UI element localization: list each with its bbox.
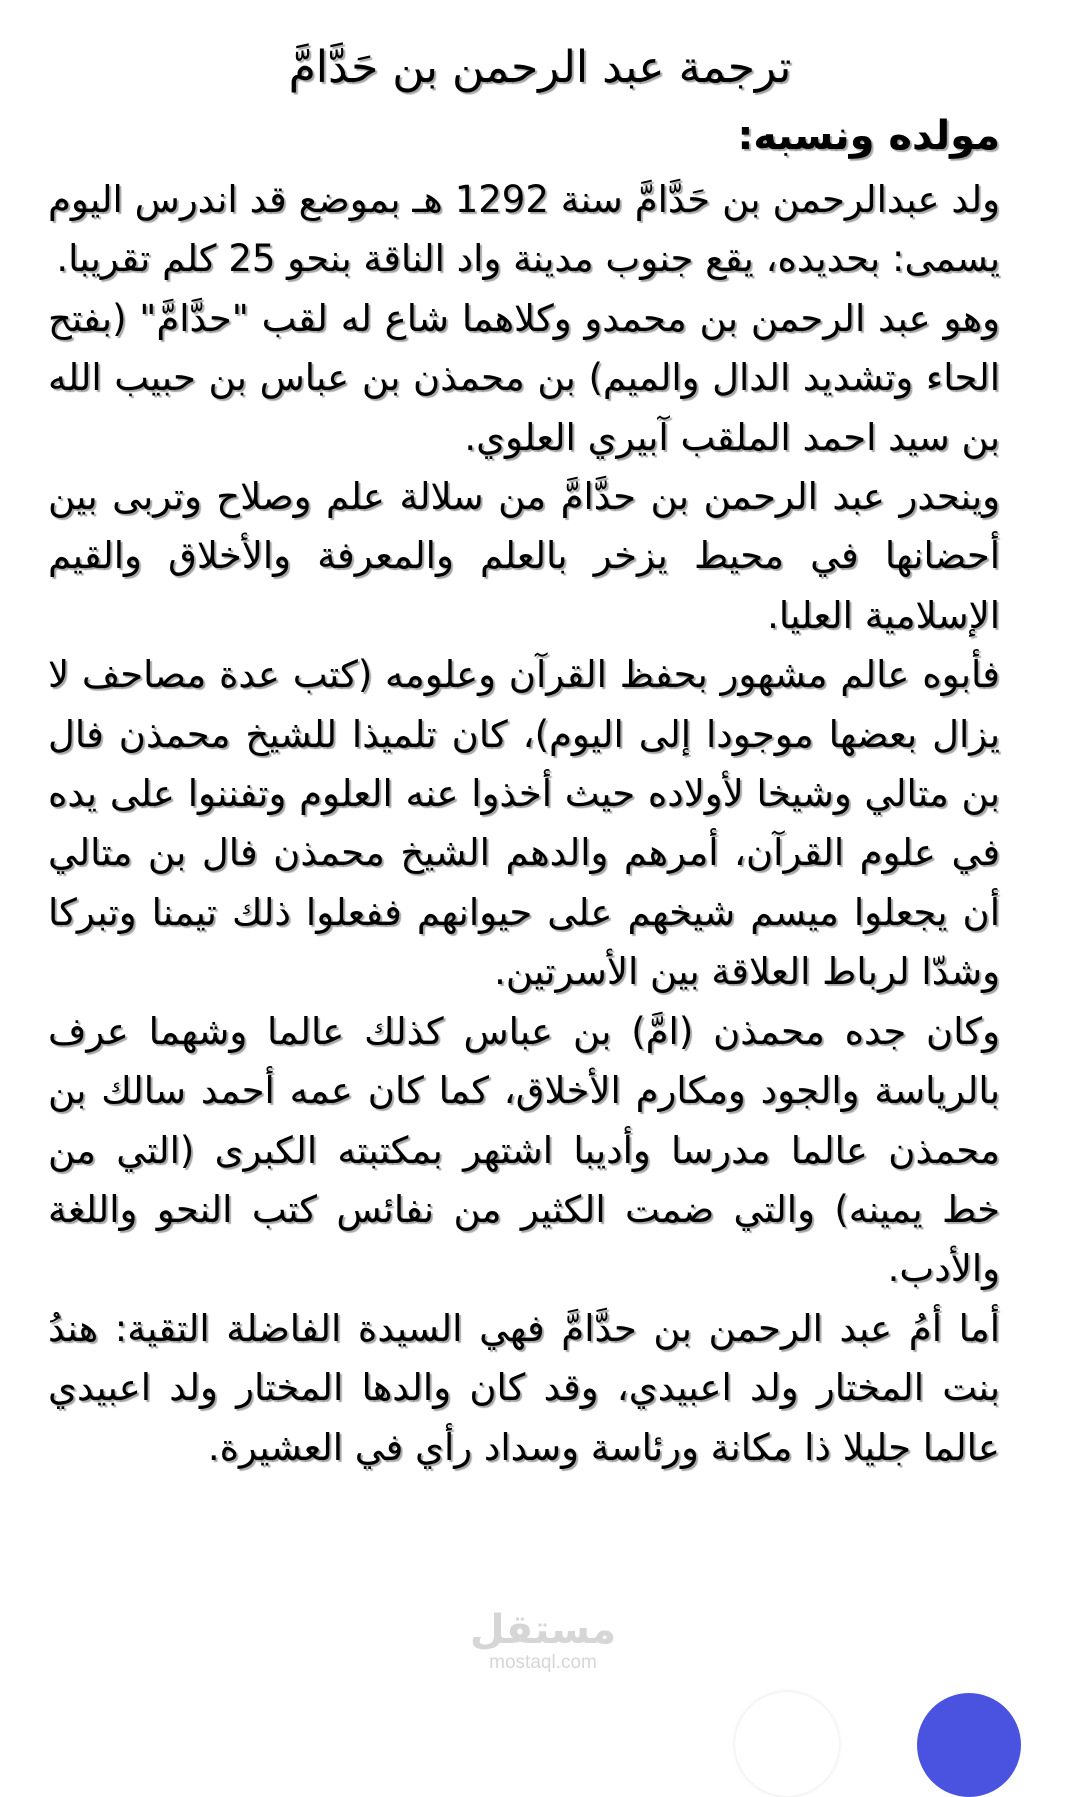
section-heading: مولده ونسبه:: [737, 113, 1000, 159]
watermark-arabic: مستقل: [469, 1607, 617, 1653]
secondary-floating-button[interactable]: [735, 1692, 839, 1796]
paragraph-upbringing: وينحدر عبد الرحمن بن حدَّامَّ من سلالة علم وصلاح وتربى بين أحضانها في محيط يزخر بالعلم والمعرفة والأخلاق والقيم الإسلامية العليا.: [48, 475, 1000, 637]
paragraph-mother: أما أمُ عبد الرحمن بن حدَّامَّ فهي السيدة الفاضلة التقية: هندُ بنت المختار ولد اعبيدي، وقد كان والدها المختار ولد اعبيدي عالما جليلا ذا مكانة ورئاسة وسداد رأي في العشيرة.: [48, 1306, 1000, 1469]
paragraph-grandfather-uncle: وكان جده محمذن (امَّ) بن عباس كذلك عالما وشهما عرف بالرياسة والجود ومكارم الأخلاق، كما كان عمه أحمد سالك بن محمذن عالما مدرسا وأديبا اشتهر بمكتبته الكبرى (التي من خط يمينه) والتي ضمت الكثير من نفائس كتب النحو واللغة والأدب.: [48, 1009, 1000, 1291]
document-body: [48, 170, 1000, 1477]
paragraph-father: فأبوه عالم مشهور بحفظ القرآن وعلومه (كتب عدة مصاحف لا يزال بعضها موجودا إلى اليوم)، كان تلميذا للشيخ محمذن فال بن متالي وشيخا لأولاده حيث أخذوا عنه العلوم وتفننوا على يده في علوم القرآن، أمرهم والدهم الشيخ محمذن فال بن متالي أن يجعلوا ميسم شيخهم على حيوانهم ففعلوا ذلك تيمنا وتبركا وشدّا لرباط العلاقة بين الأسرتين.: [48, 653, 1000, 994]
watermark-latin: mostaql.com: [489, 1652, 597, 1673]
document-title: ترجمة عبد الرحمن بن حَدَّامَّ: [288, 42, 792, 93]
paragraph-lineage: وهو عبد الرحمن بن محمدو وكلاهما شاع له لقب "حدَّامَّ" (بفتح الحاء وتشديد الدال والميم) بن محمذن بن عباس بن حبيب الله بن سيد احمد الملقب آبيري العلوي.: [48, 296, 1000, 459]
mostaql-watermark: [468, 1608, 618, 1674]
paragraph-birth: ولد عبدالرحمن بن حَدَّامَّ سنة 1292 هـ بموضع قد اندرس اليوم يسمى: بحديده، يقع جنوب مدينة واد الناقة بنحو 25 كلم تقريبا.: [48, 178, 1000, 281]
primary-floating-button[interactable]: [917, 1693, 1021, 1797]
